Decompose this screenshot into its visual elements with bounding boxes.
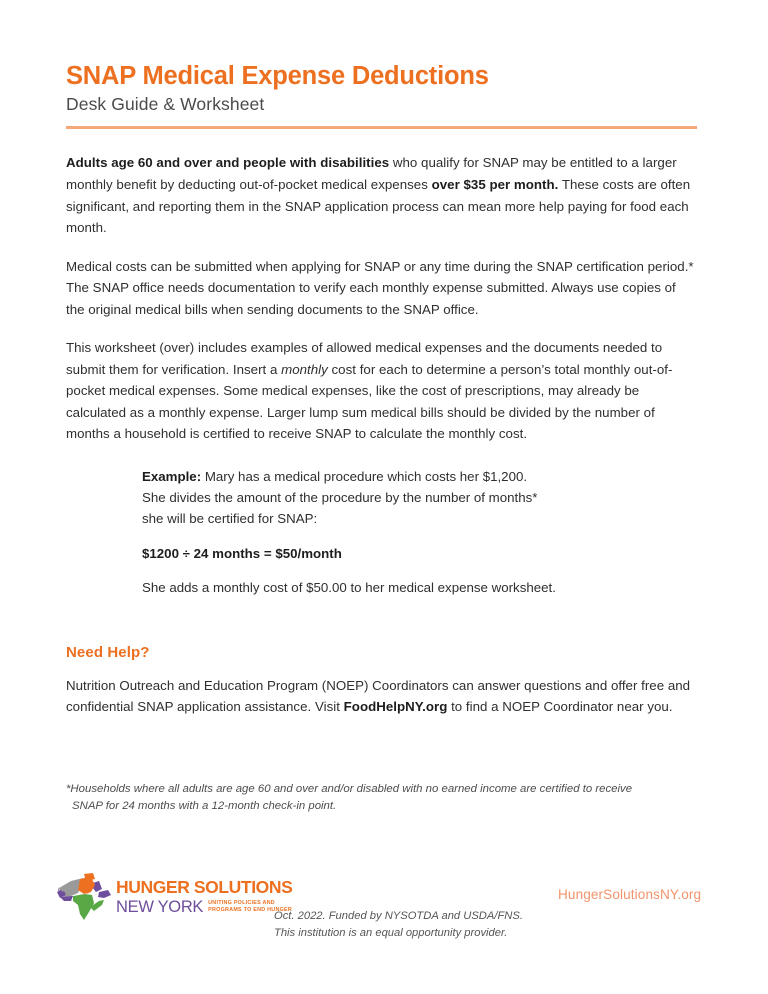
paragraph-3-part1: This worksheet (over) includes examples of allowed medical expenses and the documents needed to submit them for verification. Insert a xyxy=(66,340,663,377)
header-divider xyxy=(66,126,697,129)
footer-credit xyxy=(274,908,523,942)
logo-wordmark xyxy=(116,879,292,915)
example-line-2: She divides the amount of the procedure by the number of months* xyxy=(142,490,538,506)
example-formula: $1200 ÷ 24 months = $50/month xyxy=(142,545,342,561)
paragraph-3-part2: cost for each to determine a person’s total monthly out-of-pocket medical expenses. Some medical expenses, like the cost of prescriptions, may already be calculated as a monthly expense. Larger lump sum medical bills should be divided by the number of months a household is certified to receive SNAP to calculate the monthly cost. xyxy=(66,361,673,442)
need-help-text-2: to find a NOEP Coordinator near you. xyxy=(447,699,673,715)
document-content xyxy=(66,62,698,718)
paragraph-worksheet xyxy=(66,337,698,445)
website-url-link[interactable]: HungerSolutionsNY.org xyxy=(558,887,702,902)
example-closing: She adds a monthly cost of $50.00 to her medical expense worksheet. xyxy=(142,579,556,595)
logo-tagline-line-1: UNITING POLICIES AND xyxy=(208,900,275,907)
footer-credit-line-1: Oct. 2022. Funded by NYSOTDA and USDA/FNS. xyxy=(274,910,523,922)
footnote-line-2: SNAP for 24 months with a 12-month check-in point. xyxy=(72,800,337,813)
example-line-1-text: Mary has a medical procedure which costs her $1,200. xyxy=(201,468,528,484)
paragraph-eligibility xyxy=(66,152,698,238)
example-line-3: she will be certified for SNAP: xyxy=(142,511,318,527)
new-york-state-puzzle-map-icon xyxy=(56,870,112,924)
foodhelpny-link[interactable]: FoodHelpNY.org xyxy=(343,699,448,715)
organization-logo xyxy=(56,870,292,924)
example-line-1 xyxy=(142,466,698,487)
footnote-line-1: *Households where all adults are age 60 and over and/or disabled with no earned income are certified to receive xyxy=(66,783,633,795)
logo-line-hunger-solutions: HUNGER SOLUTIONS xyxy=(116,877,293,897)
need-help-text-1: Nutrition Outreach and Education Program (NOEP) Coordinators can answer questions and offer free and confidential SNAP application assistance. Visit xyxy=(66,677,691,715)
example-callout xyxy=(142,466,698,598)
page-title: SNAP Medical Expense Deductions xyxy=(66,62,489,90)
page-footer xyxy=(0,860,768,960)
logo-line-new-york: NEW YORK xyxy=(116,897,204,916)
need-help-body xyxy=(66,675,698,718)
example-label: Example: xyxy=(142,468,202,484)
paragraph-1-lead-bold: Adults age 60 and over and people with disabilities xyxy=(66,155,390,171)
need-help-section xyxy=(66,644,698,718)
paragraph-1-tail: These costs are often significant, and reporting them in the SNAP application process can mean more help paying for food each month. xyxy=(66,176,691,236)
page-subtitle: Desk Guide & Worksheet xyxy=(66,93,265,114)
footnote xyxy=(66,781,676,816)
paragraph-submission: Medical costs can be submitted when applying for SNAP or any time during the SNAP certification period.* The SNAP office needs documentation to verify each monthly expense submitted. Always use copies of the original medical bills when sending documents to the SNAP office. xyxy=(66,258,694,317)
intro-section xyxy=(66,152,698,444)
paragraph-3-italic-monthly: monthly xyxy=(281,361,328,377)
footer-credit-line-2: This institution is an equal opportunity provider. xyxy=(274,927,508,940)
paragraph-1-mid: who qualify for SNAP may be entitled to a larger monthly benefit by deducting out-of-pocket medical expenses xyxy=(66,155,677,192)
need-help-heading: Need Help? xyxy=(66,643,150,661)
logo-tagline-line-2: PROGRAMS TO END HUNGER xyxy=(208,907,293,914)
paragraph-1-bold-threshold: over $35 per month. xyxy=(431,176,559,192)
